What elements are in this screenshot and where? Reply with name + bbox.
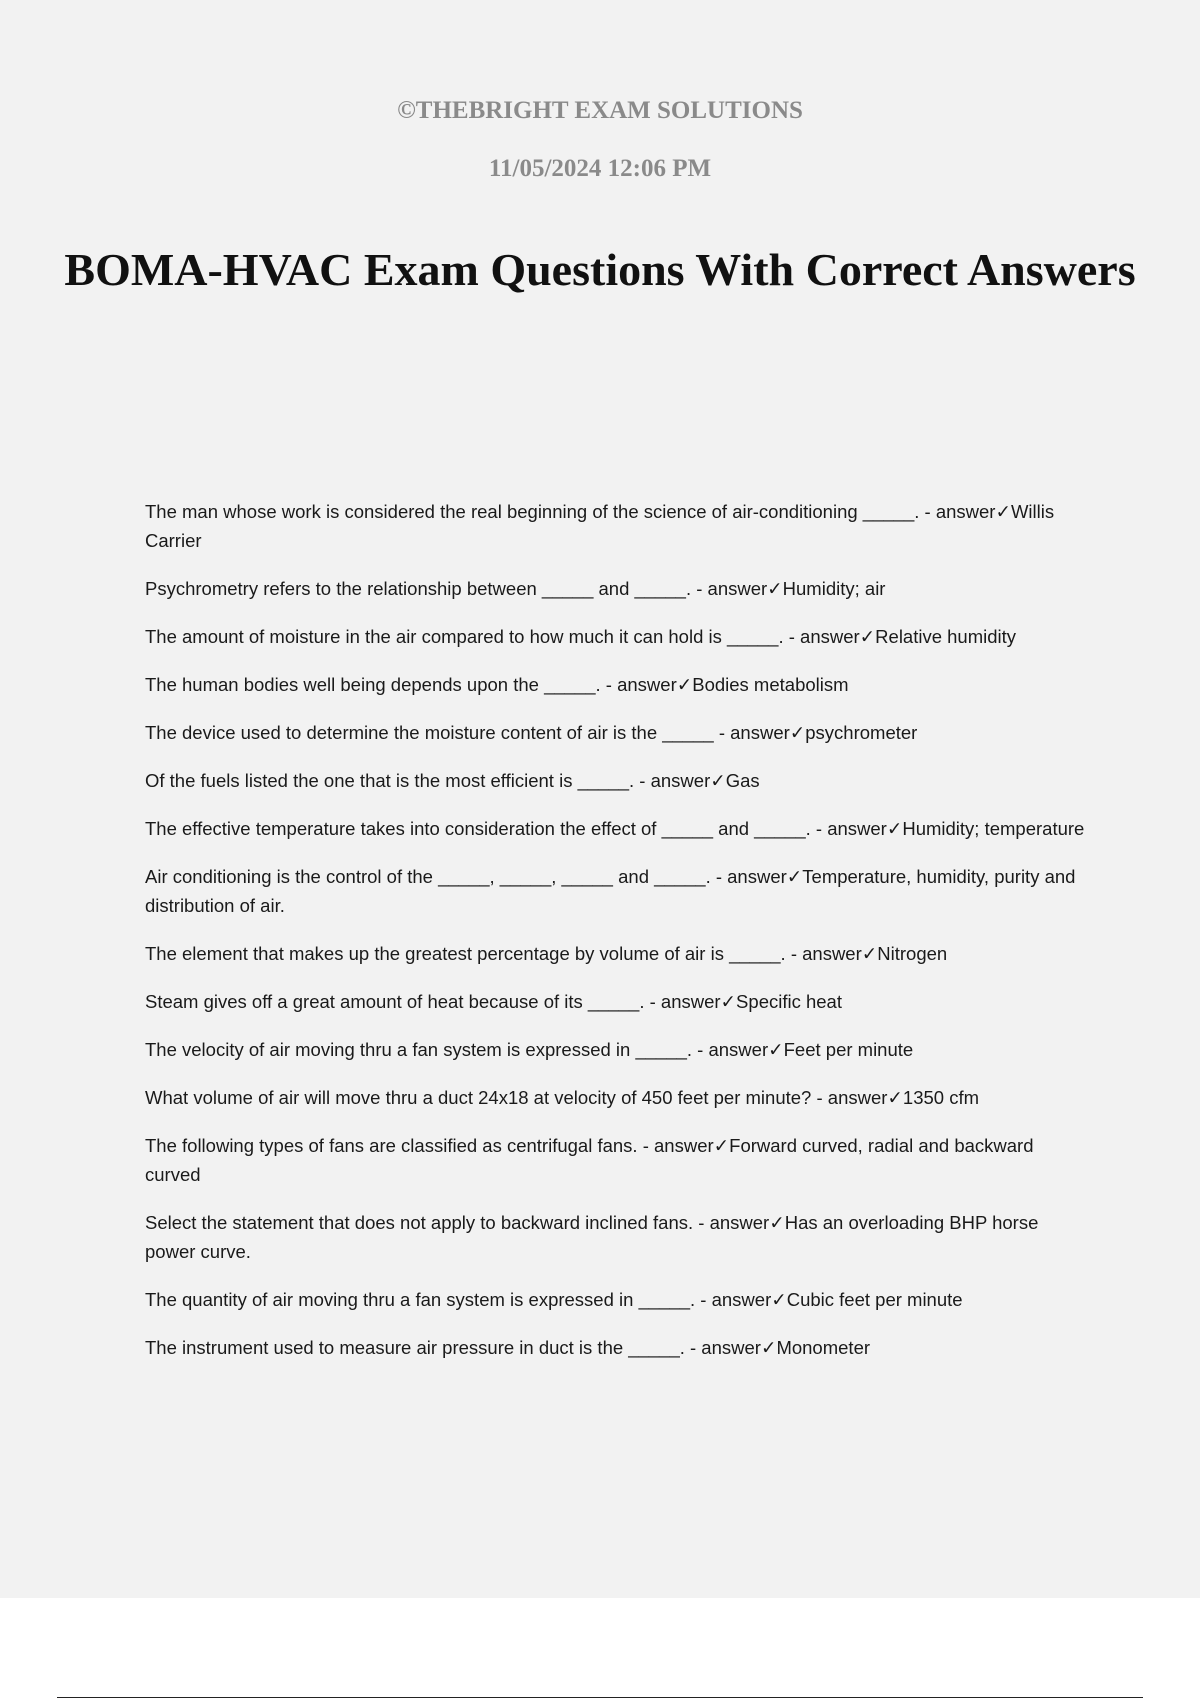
question-item: The amount of moisture in the air compared to how much it can hold is _____. - answer✓Relative humidity [145,626,1017,647]
question-item: Air conditioning is the control of the _____, _____, _____ and _____. - answer✓Temperature, humidity, purity and distribution of air. [145,866,1076,916]
question-list [145,497,1090,1381]
question-item: Psychrometry refers to the relationship between _____ and _____. - answer✓Humidity; air [145,578,886,599]
question-item: The velocity of air moving thru a fan system is expressed in _____. - answer✓Feet per minute [145,1039,914,1060]
question-item: The following types of fans are classified as centrifugal fans. - answer✓Forward curved, radial and backward curved [145,1135,1034,1185]
question-item: Of the fuels listed the one that is the most efficient is _____. - answer✓Gas [145,770,760,791]
question-item: The device used to determine the moisture content of air is the _____ - answer✓psychrometer [145,722,918,743]
question-item: What volume of air will move thru a duct 24x18 at velocity of 450 feet per minute? - answer✓1350 cfm [145,1087,980,1108]
document-title: BOMA-HVAC Exam Questions With Correct Answers [64,244,1136,295]
question-item: The instrument used to measure air pressure in duct is the _____. - answer✓Monometer [145,1337,871,1358]
question-item: The man whose work is considered the real beginning of the science of air-conditioning _____. - answer✓Willis Carrier [145,501,1055,551]
question-item: The human bodies well being depends upon the _____. - answer✓Bodies metabolism [145,674,849,695]
watermark-timestamp: 11/05/2024 12:06 PM [488,155,712,182]
question-item: The quantity of air moving thru a fan system is expressed in _____. - answer✓Cubic feet per minute [145,1289,963,1310]
question-item: The element that makes up the greatest percentage by volume of air is _____. - answer✓Nitrogen [145,943,948,964]
question-item: Select the statement that does not apply to backward inclined fans. - answer✓Has an overloading BHP horse power curve. [145,1212,1039,1262]
watermark-brand: ©THEBRIGHT EXAM SOLUTIONS [397,97,803,124]
question-item: Steam gives off a great amount of heat because of its _____. - answer✓Specific heat [145,991,842,1012]
footer-divider [57,1697,1143,1698]
question-item: The effective temperature takes into consideration the effect of _____ and _____. - answer✓Humidity; temperature [145,818,1085,839]
